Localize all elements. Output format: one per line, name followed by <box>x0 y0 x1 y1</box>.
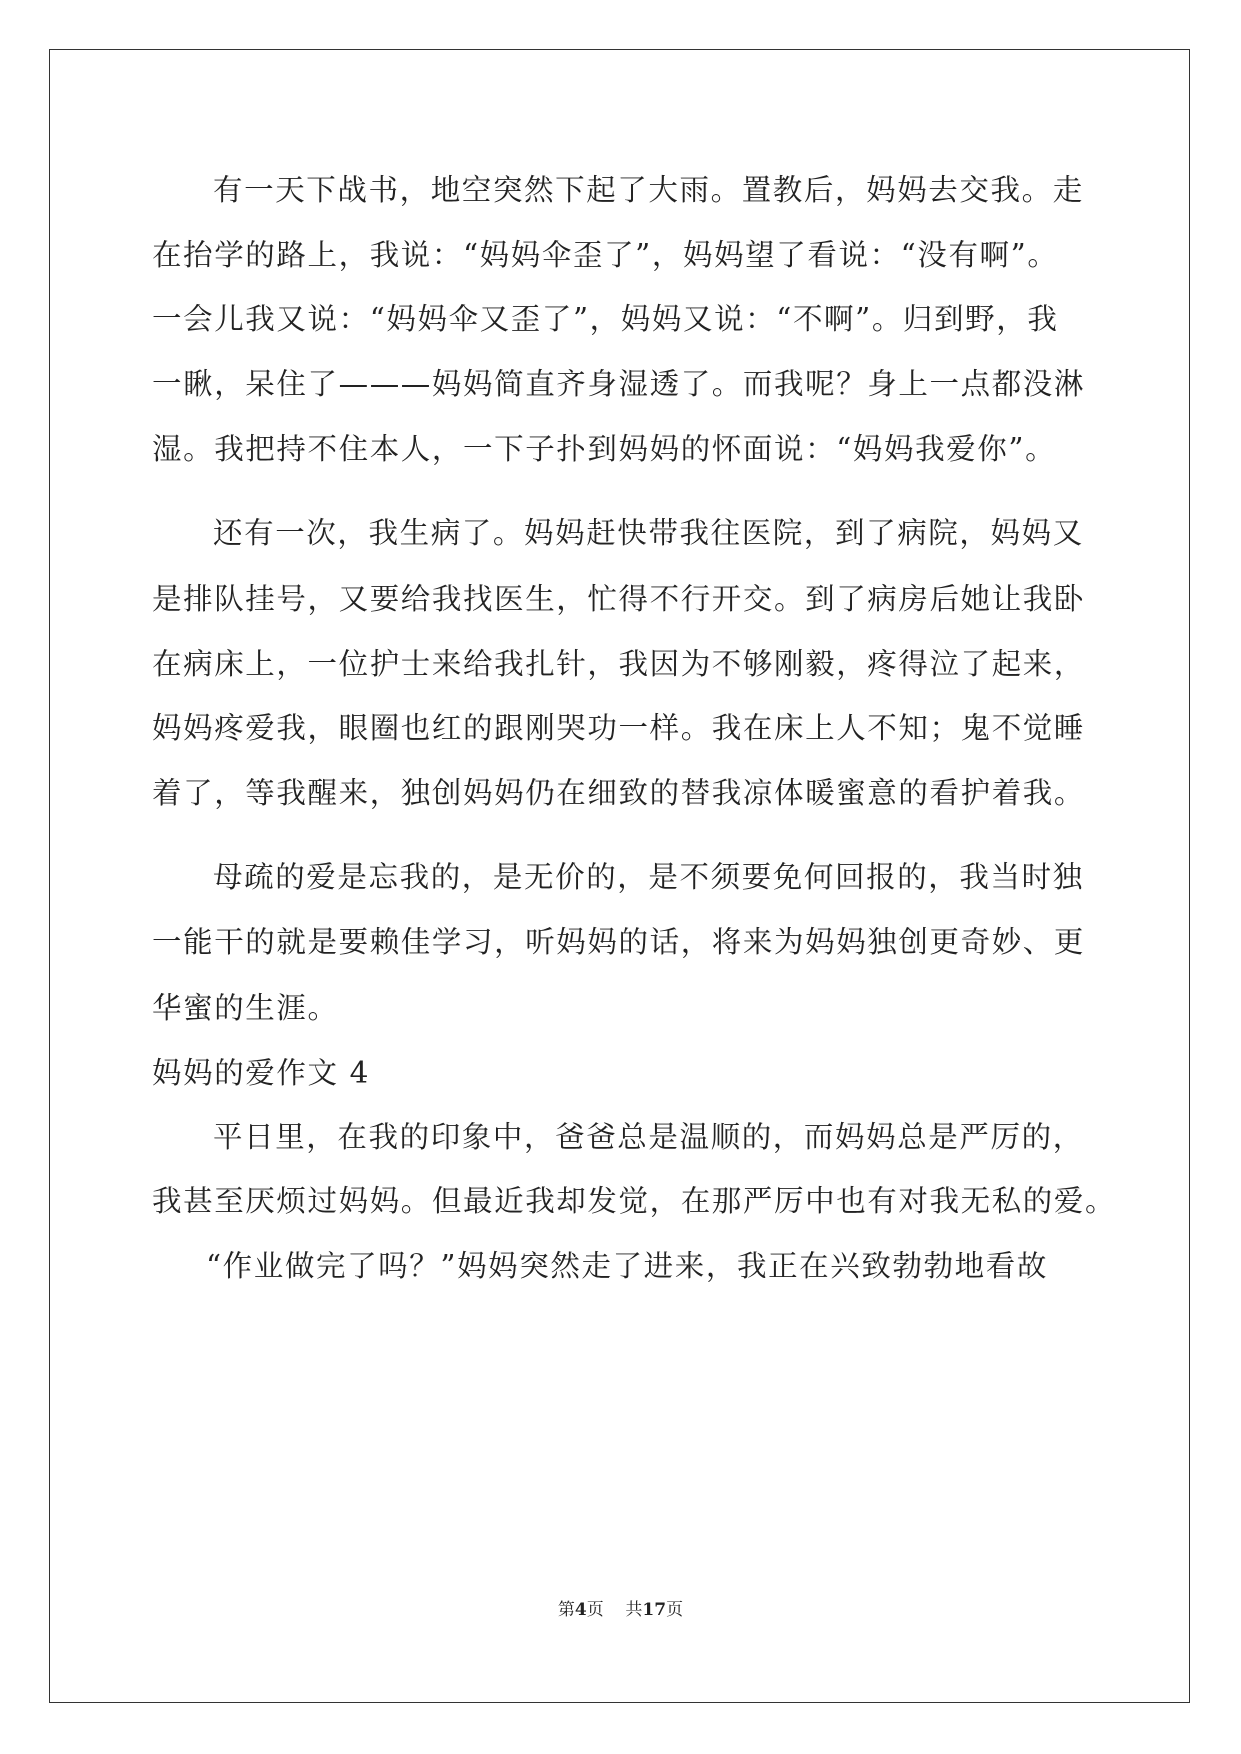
paragraph-line: 一能干的就是要赖佳学习，听妈妈的话，将来为妈妈独创更奇妙、更 <box>152 925 1086 959</box>
paragraph-line: 华蜜的生涯。 <box>152 991 339 1025</box>
paragraph-line: 有一天下战书，地空突然下起了大雨。置教后，妈妈去交我。走 <box>213 173 1084 207</box>
total-label-suffix: 页 <box>666 1600 684 1620</box>
paragraph-line: 平日里，在我的印象中，爸爸总是温顺的，而妈妈总是严厉的， <box>213 1120 1084 1154</box>
paragraph-line: 是排队挂号，又要给我找医生，忙得不行开交。到了病房后她让我卧 <box>152 582 1086 616</box>
paragraph-line: 一瞅，呆住了———妈妈简直齐身湿透了。而我呢？身上一点都没淋 <box>152 367 1086 401</box>
paragraph-line: 在抬学的路上，我说：“妈妈伞歪了”，妈妈望了看说：“没有啊”。 <box>152 238 1059 272</box>
paragraph-line: 湿。我把持不住本人，一下子扑到妈妈的怀面说：“妈妈我爱你”。 <box>152 432 1057 466</box>
total-label-prefix: 共 <box>625 1600 643 1620</box>
page-label-suffix: 页 <box>586 1600 604 1620</box>
paragraph-line: 妈妈疼爱我，眼圈也红的跟刚哭功一样。我在床上人不知；鬼不觉睡 <box>152 711 1086 745</box>
paragraph-line: 在病床上，一位护士来给我扎针，我因为不够刚毅，疼得泣了起来， <box>152 647 1086 681</box>
paragraph-line: 还有一次，我生病了。妈妈赶快带我往医院，到了病院，妈妈又 <box>213 516 1084 550</box>
paragraph-line: 母疏的爱是忘我的，是无价的，是不须要免何回报的，我当时独 <box>213 860 1084 894</box>
paragraph-line: 着了，等我醒来，独创妈妈仍在细致的替我凉体暖蜜意的看护着我。 <box>152 776 1086 810</box>
page-number: 4 <box>574 1600 587 1620</box>
section-heading: 妈妈的爱作文 4 <box>152 1056 370 1090</box>
paragraph-line: 我甚至厌烦过妈妈。但最近我却发觉，在那严厉中也有对我无私的爱。 <box>152 1184 1117 1218</box>
total-pages: 17 <box>642 1600 667 1620</box>
page-label-prefix: 第 <box>557 1600 575 1620</box>
page-footer <box>0 1598 1241 1622</box>
paragraph-line: 一会儿我又说：“妈妈伞又歪了”，妈妈又说：“不啊”。归到野，我 <box>152 302 1059 336</box>
paragraph-line: “作业做完了吗？”妈妈突然走了进来，我正在兴致勃勃地看故 <box>206 1249 1048 1283</box>
